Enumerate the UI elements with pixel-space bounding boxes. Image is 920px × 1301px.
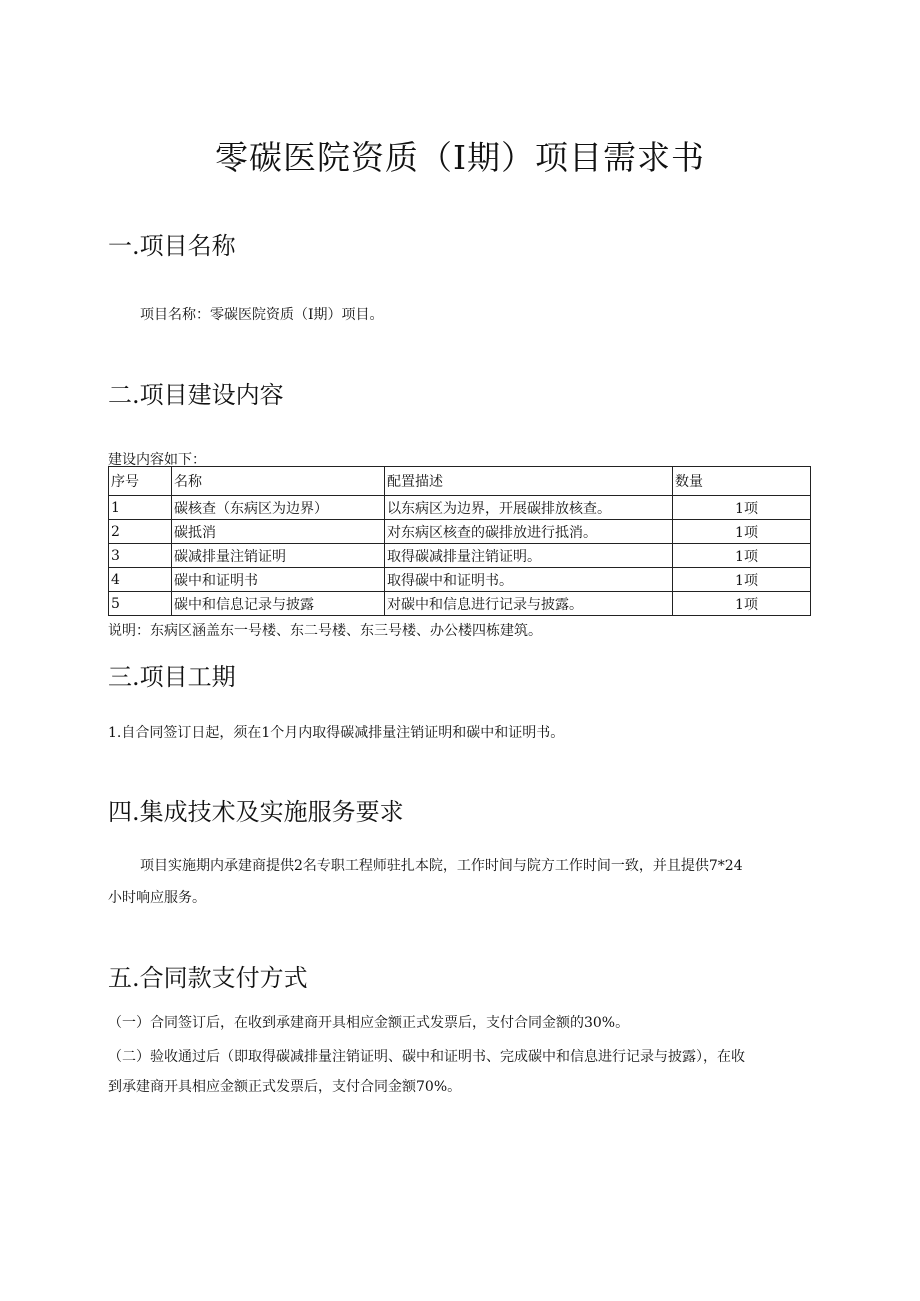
table-row: [109, 568, 811, 592]
section-1-heading: 一.项目名称: [108, 232, 236, 260]
row-index: 4: [109, 568, 172, 592]
service-text-line1: 项目实施期内承建商提供2名专职工程师驻扎本院，工作时间与院方工作时间一致，并且提供7*24: [140, 858, 743, 874]
requirements-table: [108, 466, 811, 616]
row-quantity: 1项: [673, 568, 811, 592]
table-intro: 建设内容如下：: [108, 452, 206, 468]
section-2-heading: 二.项目建设内容: [108, 381, 284, 409]
section-4-heading: 四.集成技术及实施服务要求: [108, 798, 404, 826]
document-title: 零碳医院资质（I期）项目需求书: [214, 138, 706, 177]
row-name: 碳减排量注销证明: [172, 544, 385, 568]
row-description: 取得碳中和证明书。: [385, 568, 673, 592]
schedule-text: 1.自合同签订日起，须在1个月内取得碳减排量注销证明和碳中和证明书。: [108, 725, 565, 741]
table-row: [109, 496, 811, 520]
table-row: [109, 592, 811, 616]
header-index: 序号: [109, 467, 172, 496]
row-quantity: 1项: [673, 520, 811, 544]
row-description: 取得碳减排量注销证明。: [385, 544, 673, 568]
table-row: [109, 520, 811, 544]
row-description: 以东病区为边界，开展碳排放核查。: [385, 496, 673, 520]
section-5-heading: 五.合同款支付方式: [108, 964, 308, 992]
row-name: 碳抵消: [172, 520, 385, 544]
row-index: 3: [109, 544, 172, 568]
row-index: 5: [109, 592, 172, 616]
row-description: 对碳中和信息进行记录与披露。: [385, 592, 673, 616]
row-name: 碳中和证明书: [172, 568, 385, 592]
payment-item-2-line2: 到承建商开具相应金额正式发票后，支付合同金额70%。: [108, 1079, 462, 1095]
project-name-text: 项目名称：零碳医院资质（I期）项目。: [140, 307, 384, 323]
header-description: 配置描述: [385, 467, 673, 496]
row-quantity: 1项: [673, 496, 811, 520]
row-name: 碳核查（东病区为边界）: [172, 496, 385, 520]
service-text-line2: 小时响应服务。: [108, 890, 206, 906]
header-name: 名称: [172, 467, 385, 496]
payment-item-1: （一）合同签订后，在收到承建商开具相应金额正式发票后，支付合同金额的30%。: [108, 1015, 630, 1031]
row-quantity: 1项: [673, 544, 811, 568]
row-description: 对东病区核查的碳排放进行抵消。: [385, 520, 673, 544]
table-row: [109, 544, 811, 568]
row-index: 2: [109, 520, 172, 544]
row-quantity: 1项: [673, 592, 811, 616]
payment-item-2-line1: （二）验收通过后（即取得碳减排量注销证明、碳中和证明书、完成碳中和信息进行记录与披露），在收: [108, 1049, 745, 1065]
table-header-row: [109, 467, 811, 496]
row-index: 1: [109, 496, 172, 520]
header-quantity: 数量: [673, 467, 811, 496]
section-3-heading: 三.项目工期: [108, 663, 236, 691]
table-note: 说明：东病区涵盖东一号楼、东二号楼、东三号楼、办公楼四栋建筑。: [108, 623, 542, 639]
row-name: 碳中和信息记录与披露: [172, 592, 385, 616]
